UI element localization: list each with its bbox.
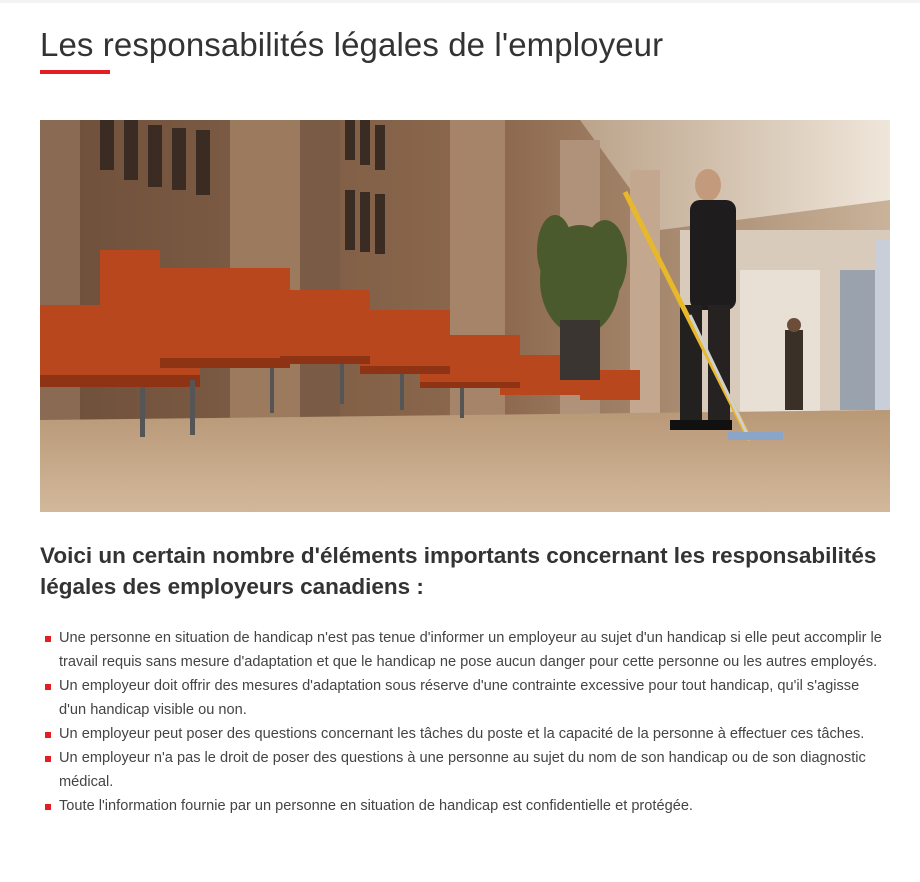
bullet-square-icon [45,636,51,642]
bullet-square-icon [45,804,51,810]
list-item-text: Toute l'information fournie par un personne en situation de handicap est confidentielle et protégée. [59,798,693,814]
title-underline [40,70,110,74]
list-item-text: Une personne en situation de handicap n'est pas tenue d'informer un employeur au sujet d'un handicap si elle peut accomplir le travail requis sans mesure d'adaptation et que le handicap ne pose aucun danger pour cette personne ou les autres employés. [59,630,882,670]
list-item [40,626,890,674]
list-item [40,746,890,794]
list-item [40,674,890,722]
page-title: Les responsabilités légales de l'employeur [40,26,664,63]
list-item [40,794,890,818]
intro-heading: Voici un certain nombre d'éléments importants concernant les responsabilités légales des employeurs canadiens : [40,543,877,599]
top-bar [0,0,920,3]
list-item [40,722,890,746]
bullet-square-icon [45,684,51,690]
hallway-photo-icon [40,120,890,512]
responsibilities-list [40,626,890,818]
hero-image [40,120,890,512]
bullet-square-icon [45,756,51,762]
bullet-square-icon [45,732,51,738]
list-item-text: Un employeur doit offrir des mesures d'adaptation sous réserve d'une contrainte excessive pour tout handicap, qu'il s'agisse d'un handicap visible ou non. [59,678,860,718]
list-item-text: Un employeur n'a pas le droit de poser des questions à une personne au sujet du nom de son handicap ou de son diagnostic médical. [59,750,866,790]
list-item-text: Un employeur peut poser des questions concernant les tâches du poste et la capacité de la personne à effectuer ces tâches. [59,726,865,742]
